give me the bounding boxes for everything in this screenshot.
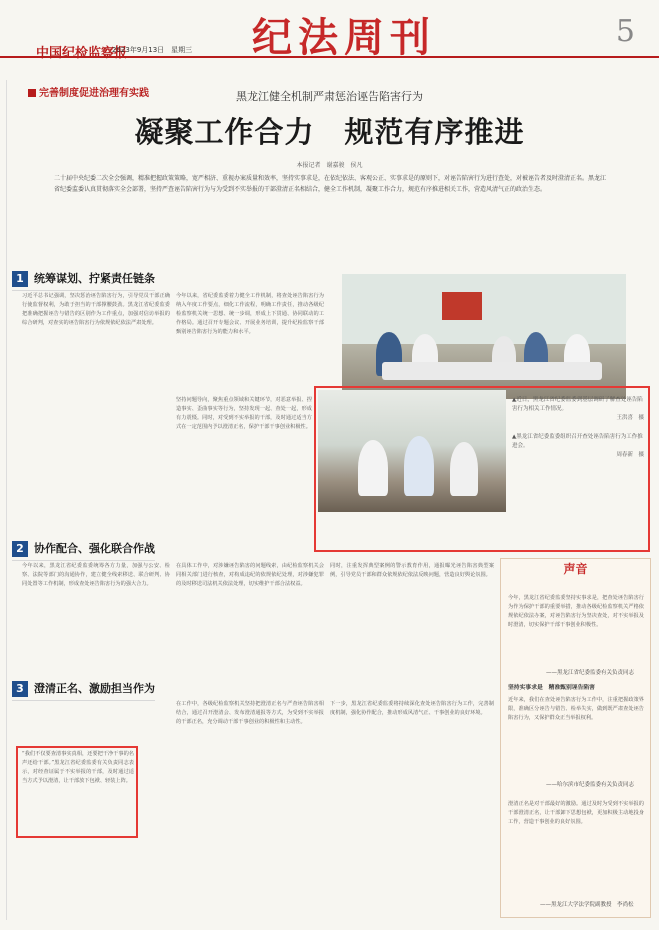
photo-person [404, 436, 434, 496]
section-1-title: 统筹谋划、拧紧责任链条 [34, 272, 155, 285]
section-3-title: 澄清正名、激励担当作为 [34, 682, 155, 695]
section-tag-label: 完善制度促进治理有实践 [39, 88, 149, 99]
voices-text-c: 澄清正名是对干部最好的激励。通过及时为受到不实举报的干部澄清正名，让干部卸下思想包袱，更加积极主动地投身工作，营造干事创业的良好氛围。 [508, 801, 644, 825]
photo-table [382, 362, 602, 380]
voices-author-b: ——哈尔滨市纪委监委有关负责同志 [546, 782, 635, 788]
section-3-column-b: 在工作中，各级纪检监察机关坚持把澄清正名与严查诬告陷害相结合，通过召开澄清会、发布澄清通报等方式，为受到不实举报的干部正名，充分调动干部干事创业的积极性和主动性。 [176, 701, 324, 725]
newspaper-logo: 中国纪检监察报 [36, 46, 128, 61]
section-1-column-b: 今年以来，省纪委监委着力健全工作机制，将查处诬告陷害行为纳入年度工作要点，细化工作流程，明确工作责任，推动各级纪检监察机关统一思想、统一步调，形成上下贯通、协同联动的工作格局。通过召开专题会议、开展业务培训，提升纪检监察干部甄别诬告陷害行为的能力和水平。 [176, 293, 324, 335]
masthead [0, 0, 659, 61]
top-photo [342, 274, 626, 399]
section-3-heading [12, 680, 155, 701]
article-lead: 二十届中央纪委二次全会强调，精准把握政策策略，宽严相济、重视办案质量和效率，坚持实事求是，在依纪依法、客观公正、实事求是的原则下，对诬告陷害行为进行查处，对被诬告者及时澄清正名。黑龙江省纪委监委认真贯彻落实全会部署，坚持严查诬告陷害行为与为受到不实举报的干部澄清正名相结合，健全工作机制，凝聚工作合力，规范有序推进相关工作，营造风清气正的政治生态。 [54, 175, 607, 193]
section-2-number: 2 [12, 541, 28, 557]
section-2-column-c: 同时，注重发挥典型案例的警示教育作用，通报曝光诬告陷害典型案例，引导党员干部和群众依规依纪依法反映问题，营造良好舆论氛围。 [330, 563, 494, 578]
section-2-column-a: 今年以来，黑龙江省纪委监委统筹各方力量，加强与公安、检察、法院等部门的沟通协作，建立健全线索移送、联合研判、协同处置等工作机制，形成查处诬告陷害行为的强大合力。 [22, 563, 170, 587]
article-byline: 本报记者 谢嘉骏 侯凡 [296, 162, 363, 169]
article-headline: 凝聚工作合力 规范有序推进 [134, 115, 525, 149]
caption-credit-2: 周春新 摄 [616, 452, 644, 458]
section-title: 纪法周刊 [252, 15, 436, 61]
section-1-column-a: 习近平总书记强调，坚决惩治诬告陷害行为，引导党员干部正确行使监督权利，为敢于担当的干部撑腰鼓劲。黑龙江省纪委监委把准确把握诬告与错告的区别作为工作重点，加强对信访举报的综合研判，对查实的诬告陷害行为依规依纪依法严肃处理。 [22, 293, 170, 326]
section-2-column-b: 在具体工作中，对涉嫌诬告陷害的问题线索，由纪检监察机关会同相关部门进行核查，对构成违纪的依规依纪处理，对涉嫌犯罪的及时移送司法机关依法处理，切实维护干部合法权益。 [176, 563, 324, 587]
voices-text-a: 今年，黑龙江省纪委监委坚持实事求是，把查处诬告陷害行为作为保护干部的重要举措，推动各级纪检监察机关严格依规依纪依法办案，对诬告陷害行为坚决查处，对不实举报及时澄清，切实保护干部干事创业积极性。 [508, 595, 644, 628]
voices-author-a: ——黑龙江省纪委监委有关负责同志 [546, 670, 635, 676]
caption-credit-1: 王洪喜 摄 [616, 415, 644, 421]
voices-heading-b: 坚持实事求是 精准甄别诬告陷害 [508, 685, 595, 691]
caption-line-1: ▲近日，黑龙江省纪委监委到基层调研了解查处诬告陷害行为相关工作情况。 [512, 397, 643, 412]
caption-line-2: ▲黑龙江省纪委监委组织召开查处诬告陷害行为工作推进会。 [512, 434, 643, 449]
voices-title: 声音 [563, 562, 588, 576]
left-rule [6, 80, 7, 920]
photo-screen [442, 292, 482, 320]
middle-photo [318, 390, 506, 512]
section-2-heading [12, 540, 155, 561]
section-3-column-a: “我们不仅要查清事实真相，还要把干净干事的名声还给干部。”黑龙江省纪委监委有关负责同志表示，对经查证属于不实举报的干部，及时通过适当方式予以澄清，让干部放下包袱、轻装上阵。 [22, 751, 134, 784]
voices-text-b: 近年来，我们在查处诬告陷害行为工作中，注重把握政策界限，准确区分诬告与错告、检举失实，做到既严肃查处诬告陷害行为，又保护群众正当举报权利。 [508, 697, 644, 721]
issue-date: 2023年9月13日 星期三 [112, 46, 193, 54]
voices-author-c: ——黑龙江大学法学院副教授 李尚松 [540, 902, 634, 908]
photo-person [358, 440, 388, 496]
middle-photo-caption [512, 396, 644, 460]
article-kicker: 黑龙江健全机制严肃惩治诬告陷害行为 [236, 90, 423, 103]
section-2-title: 协作配合、强化联合作战 [34, 542, 155, 555]
section-1-heading [12, 270, 155, 291]
section-1-column-c: 坚持问题导向，聚焦重点领域和关键环节，对恶意举报、捏造事实、歪曲事实等行为，坚持发现一起、查处一起，形成有力震慑。同时，对受到不实举报的干部，及时通过适当方式在一定范围内予以澄清正名，保护干部干事创业积极性。 [176, 397, 312, 430]
page-number: 5 [615, 14, 635, 49]
section-3-column-c: 下一步，黑龙江省纪委监委将持续深化查处诬告陷害行为工作，完善制度机制，强化协作配合，推动形成风清气正、干事创业的良好环境。 [330, 701, 494, 716]
photo-person [450, 442, 478, 496]
section-1-number: 1 [12, 271, 28, 287]
section-3-number: 3 [12, 681, 28, 697]
